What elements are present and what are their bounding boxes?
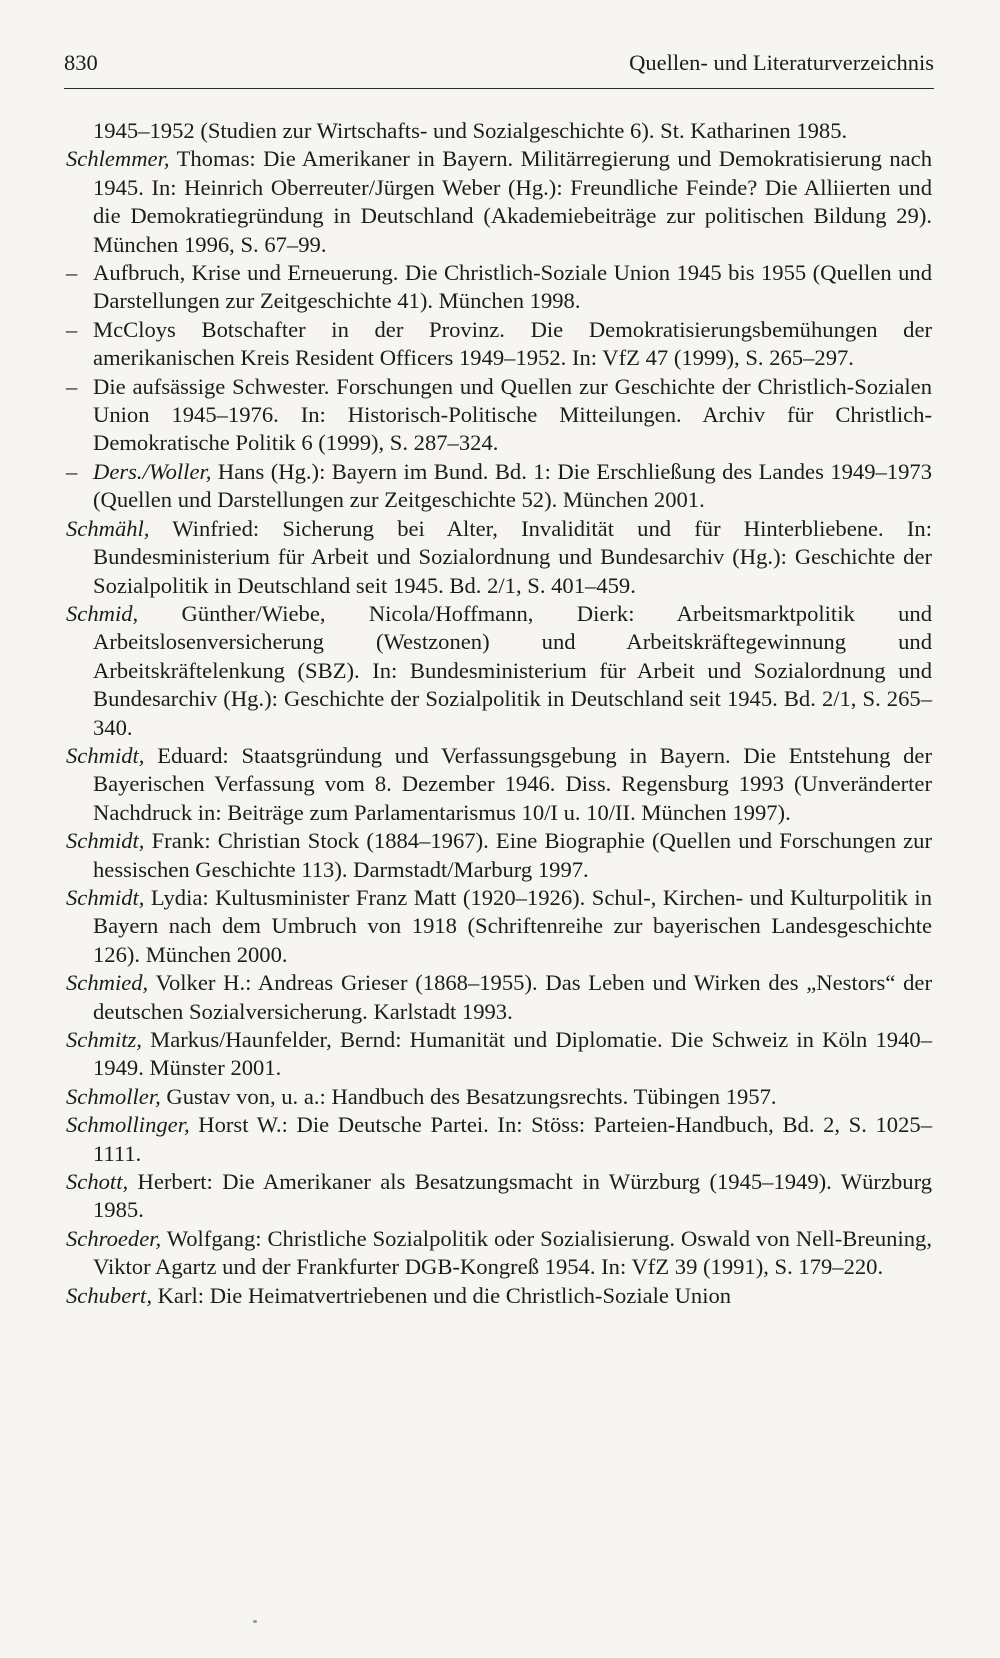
entry-text: Günther/Wiebe, Nicola/Hoffmann, Dierk: Arbeitsmarktpolitik und Arbeitslosenversicherung (Westzonen) und Arbeitskräftegewinnung und Arbeitskräftelenkung (SBZ). In: Bundesministerium für Arbeit und Sozialordnung und Bundesarchiv (Hg.): Geschichte der Sozialpolitik in Deutschland seit 1945. Bd. 2/1, S. 265–340. [93,600,932,740]
bibliography-entry [66,145,932,259]
entry-author: Schroeder, [66,1225,162,1251]
bibliography-entry [66,1225,932,1282]
entry-author: Schott, [66,1169,129,1195]
bibliography-list [66,117,932,1310]
running-head: Quellen- und Literaturverzeichnis [629,50,934,75]
entry-dash: – [66,260,78,286]
entry-author: Schubert, [66,1282,152,1308]
entry-author: Schmähl, [66,515,150,541]
entry-text: McCloys Botschafter in der Provinz. Die Demokratisierungsbemühungen der amerikanischen Kreis Resident Officers 1949–1952. In: VfZ 47 (1999), S. 265–297. [93,316,932,371]
entry-text: Winfried: Sicherung bei Alter, Invalidität und für Hinterbliebene. In: Bundesministerium für Arbeit und Sozialordnung und Bundesarchiv (Hg.): Geschichte der Sozialpolitik in Deutschland seit 1945. Bd. 2/1, S. 401–459. [93,515,932,598]
entry-text: Frank: Christian Stock (1884–1967). Eine Biographie (Quellen und Forschungen zur hessischen Geschichte 113). Darmstadt/Marburg 1997. [93,828,932,882]
scan-speck [253,1620,257,1623]
page-header [64,50,934,89]
bibliography-entry [66,827,932,884]
bibliography-entry: 1945–1952 (Studien zur Wirtschafts- und Sozialgeschichte 6). St. Katharinen 1985. [93,118,848,143]
bibliography-entry [66,600,932,742]
bibliography-entry [66,515,932,600]
entry-author: Ders./Woller, [93,458,212,484]
entry-author: Schmidt, [66,742,145,768]
bibliography-subentry [66,458,932,515]
entry-dash: – [66,316,78,342]
bibliography-entry [66,1282,932,1310]
entry-text: Die aufsässige Schwester. Forschungen und Quellen zur Geschichte der Christlich-Sozialen Union 1945–1976. In: Historisch-Politische Mitteilungen. Archiv für Christlich-Demokratische Politik 6 (1999), S. 287–324. [93,373,932,456]
entry-author: Schmoller, [66,1083,161,1109]
bibliography-subentry [66,373,932,458]
bibliography-entry [66,1111,932,1168]
bibliography-entry [66,969,932,1026]
entry-author: Schmidt, [66,828,145,854]
entry-author: Schmollinger, [66,1112,190,1138]
entry-dash: – [66,373,78,399]
entry-text: Horst W.: Die Deutsche Partei. In: Stöss: Parteien-Handbuch, Bd. 2, S. 1025–1111. [93,1112,932,1166]
entry-text: Hans (Hg.): Bayern im Bund. Bd. 1: Die Erschließung des Landes 1949–1973 (Quellen und Darstellungen zur Zeitgeschichte 52). München 2001. [93,458,932,513]
entry-text: Volker H.: Andreas Grieser (1868–1955). Das Leben und Wirken des „Nestors“ der deutschen Sozialversicherung. Karlstadt 1993. [93,970,932,1024]
entry-text: Eduard: Staatsgründung und Verfassungsgebung in Bayern. Die Entstehung der Bayerischen Verfassung vom 8. Dezember 1946. Diss. Regensburg 1993 (Unveränderter Nachdruck in: Beiträge zum Parlamentarismus 10/I u. 10/II. München 1997). [93,742,932,825]
entry-author: Schlemmer, [66,146,170,172]
entry-author: Schmitz, [66,1027,142,1052]
bibliography-entry [66,1168,932,1225]
entry-author: Schmied, [66,970,149,996]
entry-text: Aufbruch, Krise und Erneuerung. Die Christlich-Soziale Union 1945 bis 1955 (Quellen und Darstellungen zur Zeitgeschichte 41). München 1998. [93,260,932,314]
entry-text: Gustav von, u. a.: Handbuch des Besatzungsrechts. Tübingen 1957. [160,1083,777,1109]
entry-text: Karl: Die Heimatvertriebenen und die Christlich-Soziale Union [151,1282,732,1308]
bibliography-entry [66,884,932,969]
bibliography-entry [66,1083,932,1111]
entry-text: Wolfgang: Christliche Sozialpolitik oder Sozialisierung. Oswald von Nell-Breuning, Viktor Agartz und der Frankfurter DGB-Kongreß 1954. In: VfZ 39 (1991), S. 179–220. [93,1225,932,1280]
bibliography-entry [66,1026,932,1083]
bibliography-entry [66,742,932,827]
bibliography-subentry [66,259,932,316]
page-number: 830 [64,50,98,75]
entry-text: Herbert: Die Amerikaner als Besatzungsmacht in Würzburg (1945–1949). Würzburg 1985. [93,1169,932,1223]
bibliography-subentry [66,316,932,373]
entry-text: Markus/Haunfelder, Bernd: Humanität und Diplomatie. Die Schweiz in Köln 1940–1949. Münster 2001. [93,1027,932,1081]
entry-author: Schmid, [66,600,139,626]
entry-text: Lydia: Kultusminister Franz Matt (1920–1926). Schul-, Kirchen- und Kulturpolitik in Bayern nach dem Umbruch von 1918 (Schriftenreihe zur bayerischen Landesgeschichte 126). München 2000. [93,884,932,967]
entry-dash: – [66,458,78,484]
entry-text: Thomas: Die Amerikaner in Bayern. Militärregierung und Demokratisierung nach 1945. In: Heinrich Oberreuter/Jürgen Weber (Hg.): Freundliche Feinde? Die Alliierten und die Demokratiegründung in Deutschland (Akademiebeiträge zur politischen Bildung 29). München 1996, S. 67–99. [93,146,932,257]
entry-author: Schmidt, [66,884,145,910]
